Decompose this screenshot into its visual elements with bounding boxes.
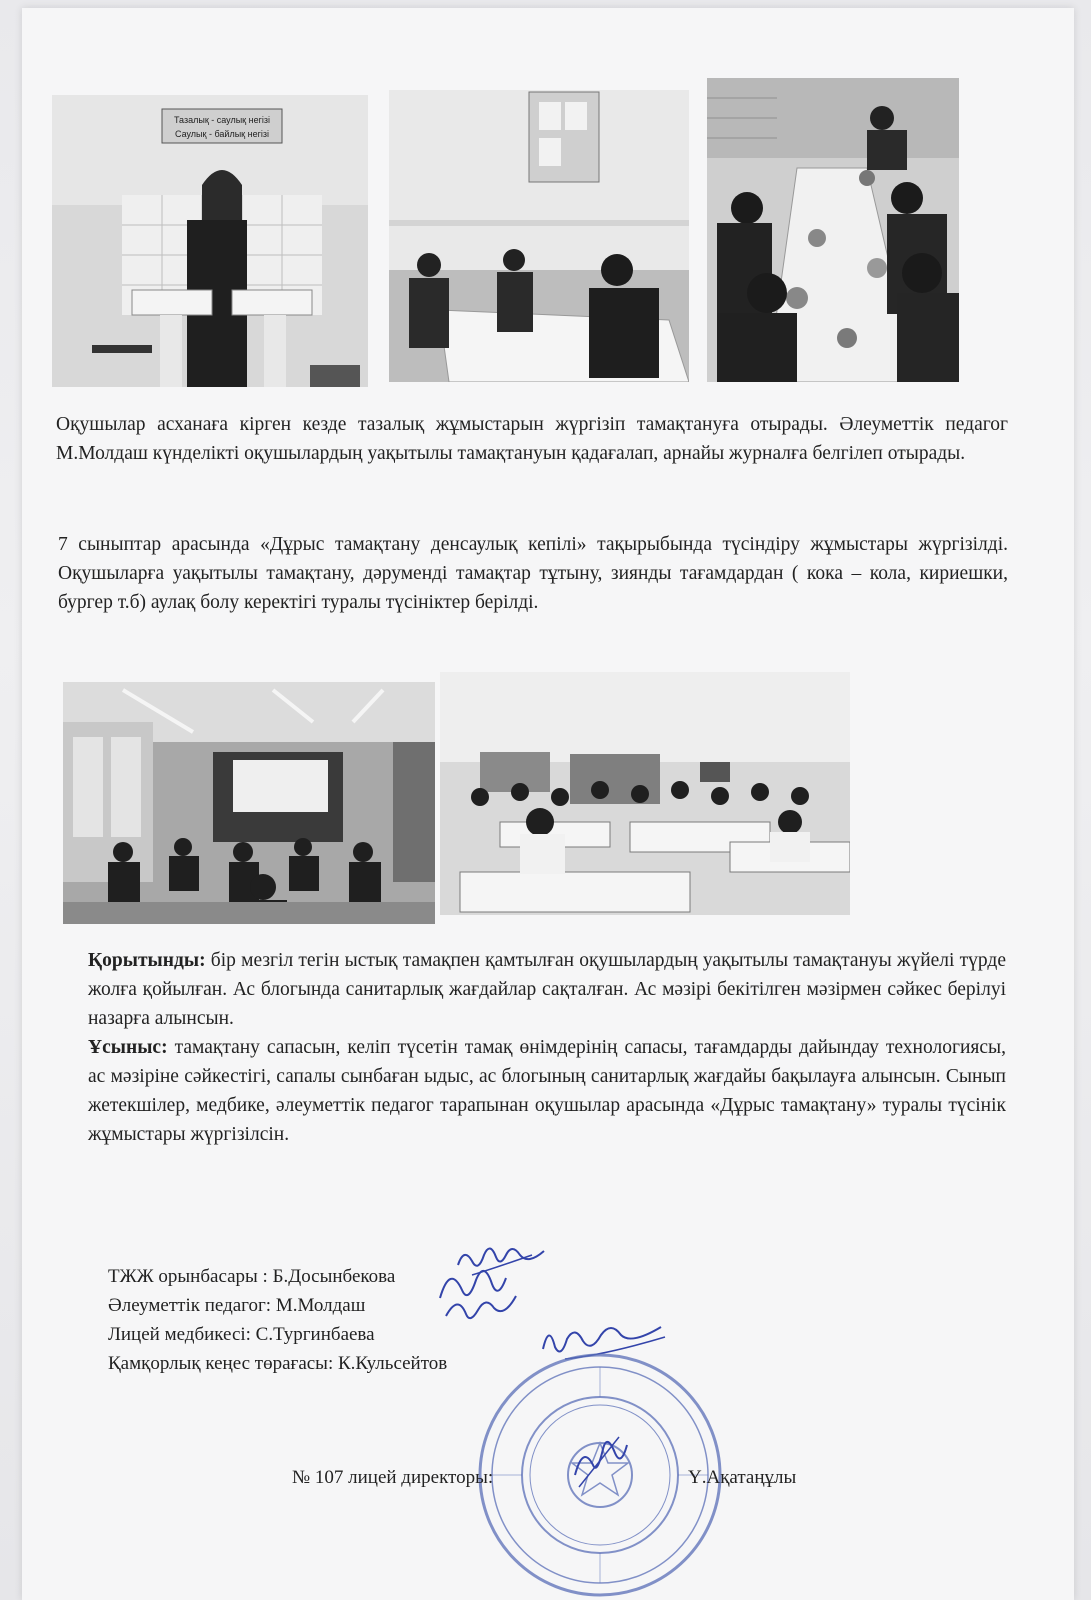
director-title: № 107 лицей директоры:: [292, 1467, 494, 1488]
sign-line-2: Саулық - байлық негізі: [175, 129, 269, 139]
signatory-social-pedagogue: Әлеуметтік педагог: М.Молдаш: [108, 1295, 366, 1316]
recommendation-text: тамақтану сапасын, келіп түсетін тамақ өнімдерінің сапасы, тағамдарды дайындау технологиясы, ас мәзіріне сәйкестігі, сапалы сынбаған ыдыс, ас блогының санитарлық жағдайы бақылауға алынсын. Сынып жетекшілер, медбике, әлеуметтік педагог тарапынан оқушылар арасында «Дұрыс тамақтану» туралы түсінік жұмыстары жүргізілсін.: [88, 1037, 1006, 1145]
conclusion-label: Қорытынды:: [88, 950, 206, 971]
conclusion-text: бір мезгіл тегін ыстық тамақпен қамтылған оқушылардың уақытылы тамақтануы жүйелі түрде жолға қойылған. Ас блогында санитарлық жағдайлар сақталған. Ас мәзірі бекітілген мәзірмен сәйкес берілуі назарға алынсын.: [88, 950, 1006, 1029]
paragraph-canteen-hygiene: [56, 410, 1008, 468]
director-name: Ү.Ақатаңұлы: [688, 1467, 797, 1488]
signature-nurse: [440, 1290, 520, 1330]
classroom-presentation-photo: [63, 682, 435, 924]
students-eating-photo: [707, 78, 959, 382]
washroom-photo: [52, 95, 368, 387]
paragraph-nutrition-talk-text: 7 сыныптар арасында «Дұрыс тамақтану денсаулық кепілі» тақырыбында түсіндіру жұмыстары жүргізілді. Оқушыларға уақытылы тамақтану, дәруменді тамақтар тұтыну, зиянды тағамдардан ( кока – кола, кириешки, бургер т.б) аулақ болу керектігі туралы түсініктер берілді.: [58, 534, 1008, 613]
signatory-nurse: Лицей медбикесі: С.Тургинбаева: [108, 1324, 375, 1345]
signatory-council-chair: Қамқорлық кеңес төрағасы: К.Кульсейтов: [108, 1353, 448, 1374]
paragraph-canteen-hygiene-text: Оқушылар асханаға кірген кезде тазалық жұмыстарын жүргізіп тамақтануға отырады. Әлеуметтік педагог М.Молдаш күнделікті оқушылардың уақытылы тамақтануын қадағалап, арнайы журналға белгілеп отырады.: [56, 414, 1008, 464]
recommendation-label: Ұсыныс:: [88, 1037, 168, 1058]
sign-line-1: Тазалық - саулық негізі: [173, 115, 271, 125]
classroom-students-photo: [440, 672, 850, 915]
conclusion-paragraph: [88, 946, 1006, 1033]
signatory-deputy: ТЖЖ орынбасары : Б.Досынбекова: [108, 1266, 396, 1287]
conclusion-block: [88, 946, 1006, 1149]
signatories-list: [108, 1262, 447, 1378]
canteen-photo: [389, 90, 689, 382]
signature-director: [565, 1425, 635, 1495]
paragraph-nutrition-talk: [58, 530, 1008, 617]
recommendation-paragraph: [88, 1033, 1006, 1149]
